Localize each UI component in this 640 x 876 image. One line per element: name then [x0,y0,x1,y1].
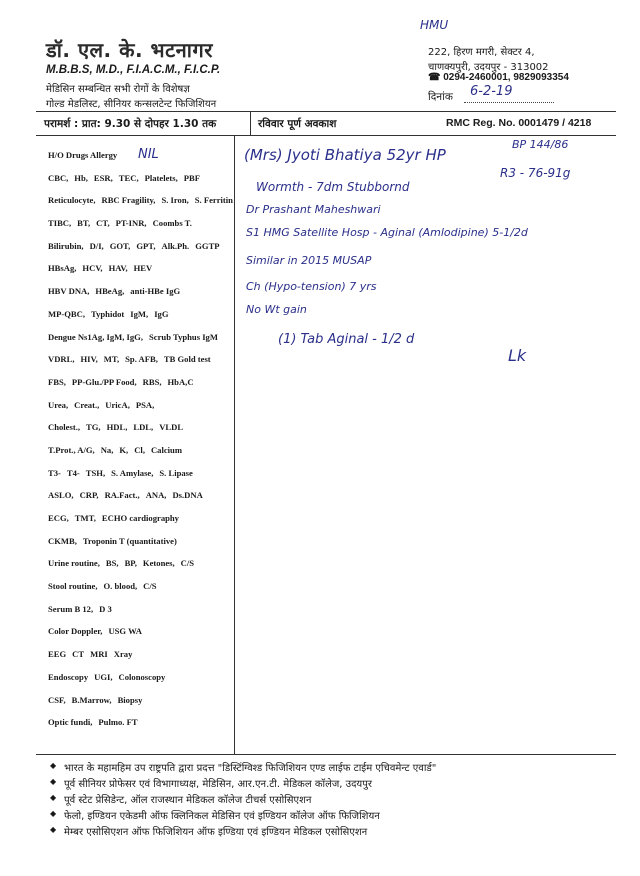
test-line [48,286,234,309]
test-item: S. Ferritin [194,195,233,206]
test-item: Urea, [48,399,69,410]
test-item: MT, [103,354,120,365]
test-item: B.Marrow, [71,694,112,705]
phone-icon: ☎ [428,72,441,83]
tests-list [48,150,234,740]
test-item: Reticulocyte, [48,195,96,206]
test-item: Stool routine, [48,581,98,592]
test-item: MRI [90,649,108,660]
rmc-registration: RMC Reg. No. 0001479 / 4218 [446,117,592,129]
test-line [48,354,234,377]
test-item: HDL, [106,422,128,433]
test-line [48,309,234,332]
test-item: Dengue Ns1Ag, IgM, IgG, [48,331,144,342]
test-item: S. Amylase, [111,467,154,478]
test-item: GOT, [109,240,131,251]
hw-line4: Similar in 2015 MUSAP [246,254,372,267]
test-line [48,263,234,286]
hw-rx: (1) Tab Aginal - 1/2 d [278,332,415,347]
test-item: TB Gold test [163,354,211,365]
test-item: IgG [154,308,169,319]
doctor-degrees: M.B.B.S, M.D., F.I.A.C.M., F.I.C.P. [46,64,221,76]
footer-rule [36,754,616,755]
test-item: ECHO cardiography [101,513,179,523]
test-item: Bilirubin, [48,240,84,251]
test-line [48,695,234,718]
footer-text: फेलो, इण्डियन एकेडमी ऑफ क्लिनिकल मेडिसिन एवं इण्डियन कॉलेज ऑफ फिजिशियन [64,811,380,822]
hw-top-note: HMU [420,18,449,32]
test-line [48,195,234,218]
test-item: Hb, [74,172,88,183]
test-item: CKMB, [48,535,77,546]
test-item: PBF [183,172,201,183]
hw-signature: Lk [508,346,527,365]
test-line [48,558,234,581]
test-item: PSA, [135,399,155,410]
test-item: Urine routine, [48,558,100,569]
test-item: LDL, [133,422,154,433]
test-item: TMT, [74,513,96,523]
test-line [48,513,234,536]
test-item: EEG [48,649,67,660]
test-line [48,468,234,491]
test-item: Serum B 12, [48,603,94,614]
test-item: Endoscopy [48,671,89,682]
test-item: RA.Fact., [104,490,140,501]
test-item: HBsAg, [48,263,77,274]
date-line [464,102,554,103]
address-line-2: चाणक्यपुरी, उदयपुर - 313002 [428,62,549,73]
test-item: HbA,C [167,376,194,387]
test-item: PP-Glu./PP Food, [71,376,137,387]
test-item: CSF, [48,694,66,705]
test-item: BP, [124,558,137,569]
test-line [48,332,234,355]
test-item: ESR, [93,172,113,183]
test-item: UricA, [105,399,130,410]
footer-line [50,792,624,806]
test-item: USG WA [108,626,142,637]
test-line [48,218,234,241]
date-label: दिनांक [428,91,453,103]
test-item: HBV DNA, [48,286,90,297]
test-item: HIV, [80,354,98,365]
test-item: Troponin T (quantitative) [82,535,177,546]
column-divider [234,136,235,754]
test-item: Coombs T. [152,218,192,229]
test-item: Pulmo. FT [98,717,138,728]
test-line [48,626,234,649]
test-item: Platelets, [144,172,178,183]
test-item: TIBC, [48,218,72,229]
phone-number: 0294-2460001, 9829093354 [443,72,569,83]
hw-line3: S1 HMG Satellite Hosp - Aginal (Amlodipine) 5-1/2d [246,226,528,239]
diamond-bullet-icon: ◆ [50,761,57,770]
test-item: Colonoscopy [118,671,166,682]
test-item: ECG, [48,513,69,523]
test-item: ASLO, [48,490,74,501]
specialty-line-2: गोल्ड मेडलिस्ट, सीनियर कन्सलटेन्ट फिजिशियन [46,99,217,110]
test-item: TSH, [85,467,106,478]
test-item: Ketones, [142,558,175,569]
band-bottom-rule [36,135,616,136]
test-item: Cl, [134,444,145,455]
footer-line [50,824,624,838]
test-item: RBS, [142,376,162,387]
test-item: MP-QBC, [48,308,85,319]
address-line-1: 222, हिरण मगरी, सेक्टर 4, [428,47,535,58]
test-item: H/O Drugs Allergy [48,150,118,160]
test-item: Xray [113,649,133,660]
hw-line6: No Wt gain [246,303,307,316]
band-divider-1 [250,112,251,135]
test-item: VLDL [159,422,184,433]
test-item: GPT, [136,240,156,251]
test-item: CBC, [48,172,69,183]
test-item: C/S [143,581,157,592]
test-line [48,445,234,468]
test-item: BT, [77,218,91,229]
footer-text: मेम्बर एसोसिएशन ऑफ फिजिशियन ऑफ इण्डिया एवं इण्डियन मेडिकल एसोसिएशन [64,827,368,838]
hw-bp: BP 144/86 [512,138,569,151]
test-item: K, [119,444,129,455]
test-item: D/I, [89,240,104,251]
doctor-name: डॉ. एल. के. भटनागर [46,38,213,62]
test-item: O. blood, [103,581,138,592]
test-item: CRP, [79,490,99,501]
footer-text: पूर्व स्टेट प्रेसिडेन्ट, ऑल राजस्थान मेडिकल कॉलेज टीचर्स एसोसिएशन [64,795,312,806]
test-line [48,604,234,627]
test-line [48,672,234,695]
phone-row [428,72,569,83]
test-item: anti-HBe IgG [130,286,181,297]
test-item: HEV [133,263,153,274]
hw-patient: (Mrs) Jyoti Bhatiya 52yr HP [244,146,446,164]
test-item: Color Doppler, [48,626,103,637]
test-item: RBC Fragility, [101,195,156,206]
test-item: Scrub Typhus IgM [149,331,218,342]
test-item: Alk.Ph. [161,240,190,251]
test-item: FBS, [48,376,66,387]
test-item: Typhidot [91,308,125,319]
test-line [48,377,234,400]
test-item: C/S [180,558,195,569]
test-item: Biopsy [117,694,143,705]
test-line [48,581,234,604]
test-item: HBeAg, [95,286,125,297]
test-item: Calcium [150,444,182,455]
hw-prev-doctor: Dr Prashant Maheshwari [246,203,381,216]
test-item: ANA, [145,490,167,501]
test-item: D 3 [99,603,112,614]
footer-text: पूर्व सीनियर प्रोफेसर एवं विभागाध्यक्ष, मेडिसिन, आर.एन.टी. मेडिकल कॉलेज, उदयपुर [64,779,373,790]
test-item: Creat., [74,399,100,410]
test-item: T.Prot., A/G, [48,444,95,455]
test-item: T3- [48,467,61,478]
hw-allergy: NIL [138,147,159,162]
test-item: IgM, [130,308,149,319]
test-item: T4- [66,467,80,478]
test-line [48,173,234,196]
diamond-bullet-icon: ◆ [50,793,57,802]
test-line [48,536,234,559]
test-line [48,241,234,264]
test-item: CT [72,649,85,660]
test-item: UGI, [94,671,113,682]
hw-r1: R3 - 76-91g [500,166,571,180]
test-item: PT-INR, [115,218,147,229]
test-item: Sp. AFB, [125,354,158,365]
test-item: CT, [96,218,110,229]
diamond-bullet-icon: ◆ [50,825,57,834]
test-item: VDRL, [48,354,75,365]
test-item: Ds.DNA [172,490,203,501]
test-item: BS, [105,558,119,569]
test-item: HCV, [82,263,103,274]
footer-line [50,776,624,790]
sunday-holiday: रविवार पूर्ण अवकाश [258,118,337,130]
test-item: TG, [86,422,101,433]
footer-text: भारत के महामहिम उप राष्ट्रपति द्वारा प्रदत्त "डिस्टिंग्विश्ड फिजिशियन एण्ड लाईफ टाईम एचिवमेन्ट एवार्ड" [64,763,437,774]
test-item: S. Iron, [161,195,189,206]
test-line [48,422,234,445]
band-top-rule [36,111,616,112]
specialty-line-1: मेडिसिन सम्बन्धित सभी रोगों के विशेषज्ञ [46,84,190,95]
hw-date: 6-2-19 [470,84,513,99]
consult-timing: परामर्श : प्रात: 9.30 से दोपहर 1.30 तक [44,118,217,130]
test-line [48,717,234,740]
test-line [48,649,234,672]
footer-line [50,808,624,822]
diamond-bullet-icon: ◆ [50,809,57,818]
test-line [48,490,234,513]
footer-line [50,760,624,774]
test-item: TEC, [118,172,139,183]
test-item: GGTP [195,240,220,251]
test-item: S. Lipase [159,467,193,478]
test-line [48,400,234,423]
hw-line5: Ch (Hypo-tension) 7 yrs [246,280,377,293]
test-item: Na, [100,444,114,455]
diamond-bullet-icon: ◆ [50,777,57,786]
test-item: Cholest., [48,422,80,433]
test-item: Optic fundi, [48,717,93,728]
hw-complaint: Wormth - 7dm Stubbornd [256,180,410,194]
test-item: HAV, [108,263,128,274]
